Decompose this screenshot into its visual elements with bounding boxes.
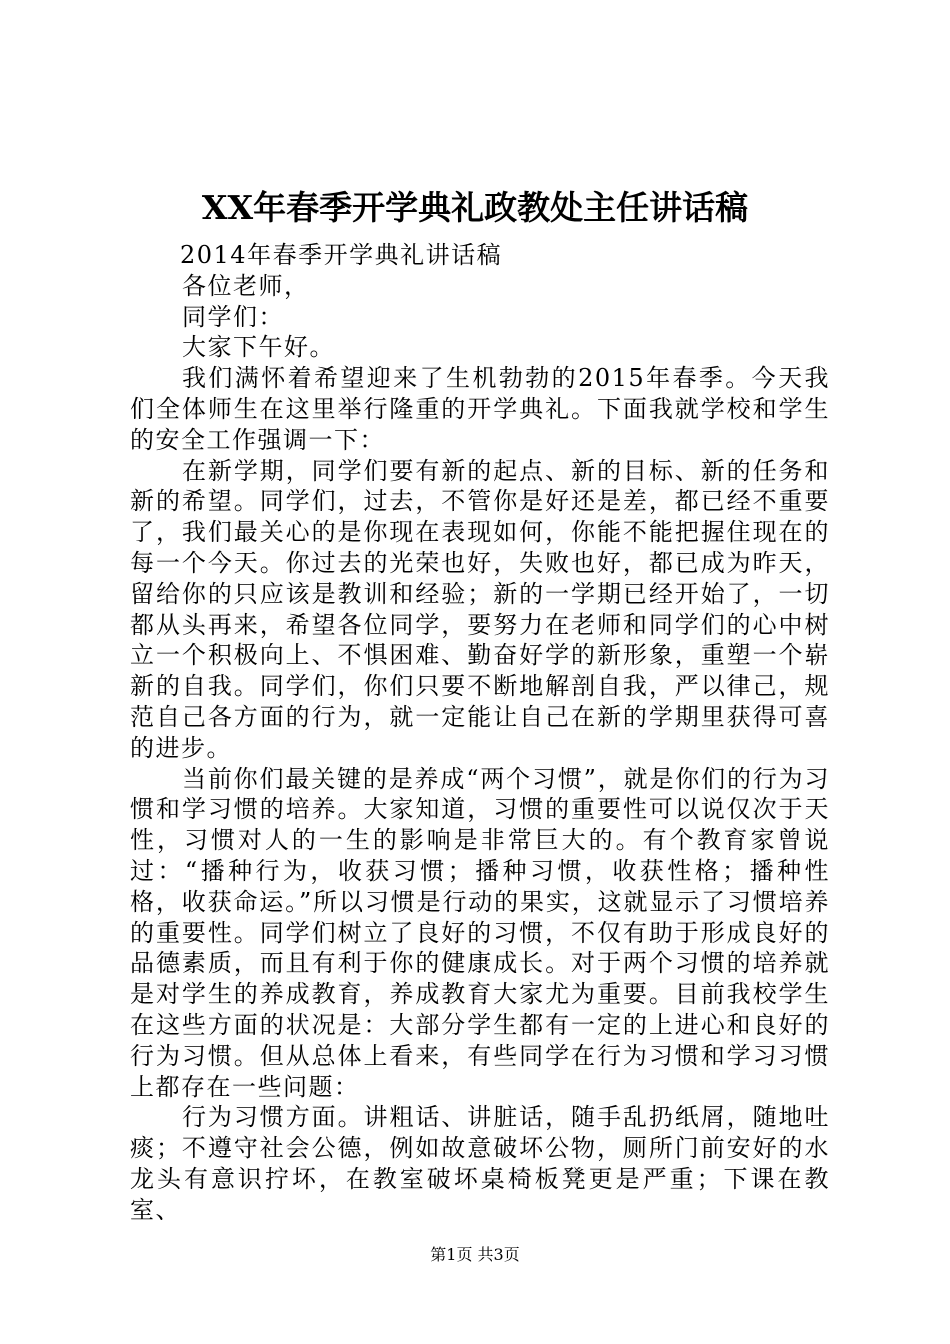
paragraph: 大家下午好。 bbox=[182, 333, 335, 362]
document-body bbox=[130, 240, 830, 1226]
paragraph: 2014年春季开学典礼讲话稿 bbox=[180, 241, 503, 269]
paragraph: 各位老师， bbox=[182, 271, 310, 300]
page-number-footer: 第1页 共3页 bbox=[430, 1245, 520, 1264]
document-title: XX年春季开学典礼政教处主任讲话稿 bbox=[201, 188, 749, 227]
paragraph: 在新学期，同学们要有新的起点、新的目标、新的任务和新的希望。同学们，过去，不管你是好还是差，都已经不重要了，我们最关心的是你现在表现如何，你能不能把握住现在的每一个今天。你过去的光荣也好，失败也好，都已成为昨天，留给你的只应该是教训和经验；新的一学期已经开始了，一切都从头再来，希望各位同学，要努力在老师和同学们的心中树立一个积极向上、不惧困难、勤奋好学的新形象，重塑一个崭新的自我。同学们，你们只要不断地解剖自我，严以律己，规范自己各方面的行为，就一定能让自己在新的学期里获得可喜的进步。 bbox=[130, 456, 830, 762]
paragraph: 同学们： bbox=[182, 302, 284, 331]
paragraph: 行为习惯方面。讲粗话、讲脏话，随手乱扔纸屑，随地吐痰；不遵守社会公德，例如故意破坏公物，厕所门前安好的水龙头有意识拧坏，在教室破坏桌椅板凳更是严重；下课在教室、 bbox=[130, 1103, 830, 1224]
paragraph: 当前你们最关键的是养成“两个习惯”，就是你们的行为习惯和学习惯的培养。大家知道，习惯的重要性可以说仅次于天性，习惯对人的一生的影响是非常巨大的。有个教育家曾说过：“播种行为，收获习惯；播种习惯，收获性格；播种性格，收获命运。”所以习惯是行动的果实，这就显示了习惯培养的重要性。同学们树立了良好的习惯，不仅有助于形成良好的品德素质，而且有利于你的健康成长。对于两个习惯的培养就是对学生的养成教育，养成教育大家尤为重要。目前我校学生在这些方面的状况是：大部分学生都有一定的上进心和良好的行为习惯。但从总体上看来，有些同学在行为习惯和学习习惯上都存在一些问题： bbox=[130, 764, 830, 1101]
paragraph: 我们满怀着希望迎来了生机勃勃的2015年春季。今天我们全体师生在这里举行隆重的开学典礼。下面我就学校和学生的安全工作强调一下： bbox=[130, 364, 830, 454]
